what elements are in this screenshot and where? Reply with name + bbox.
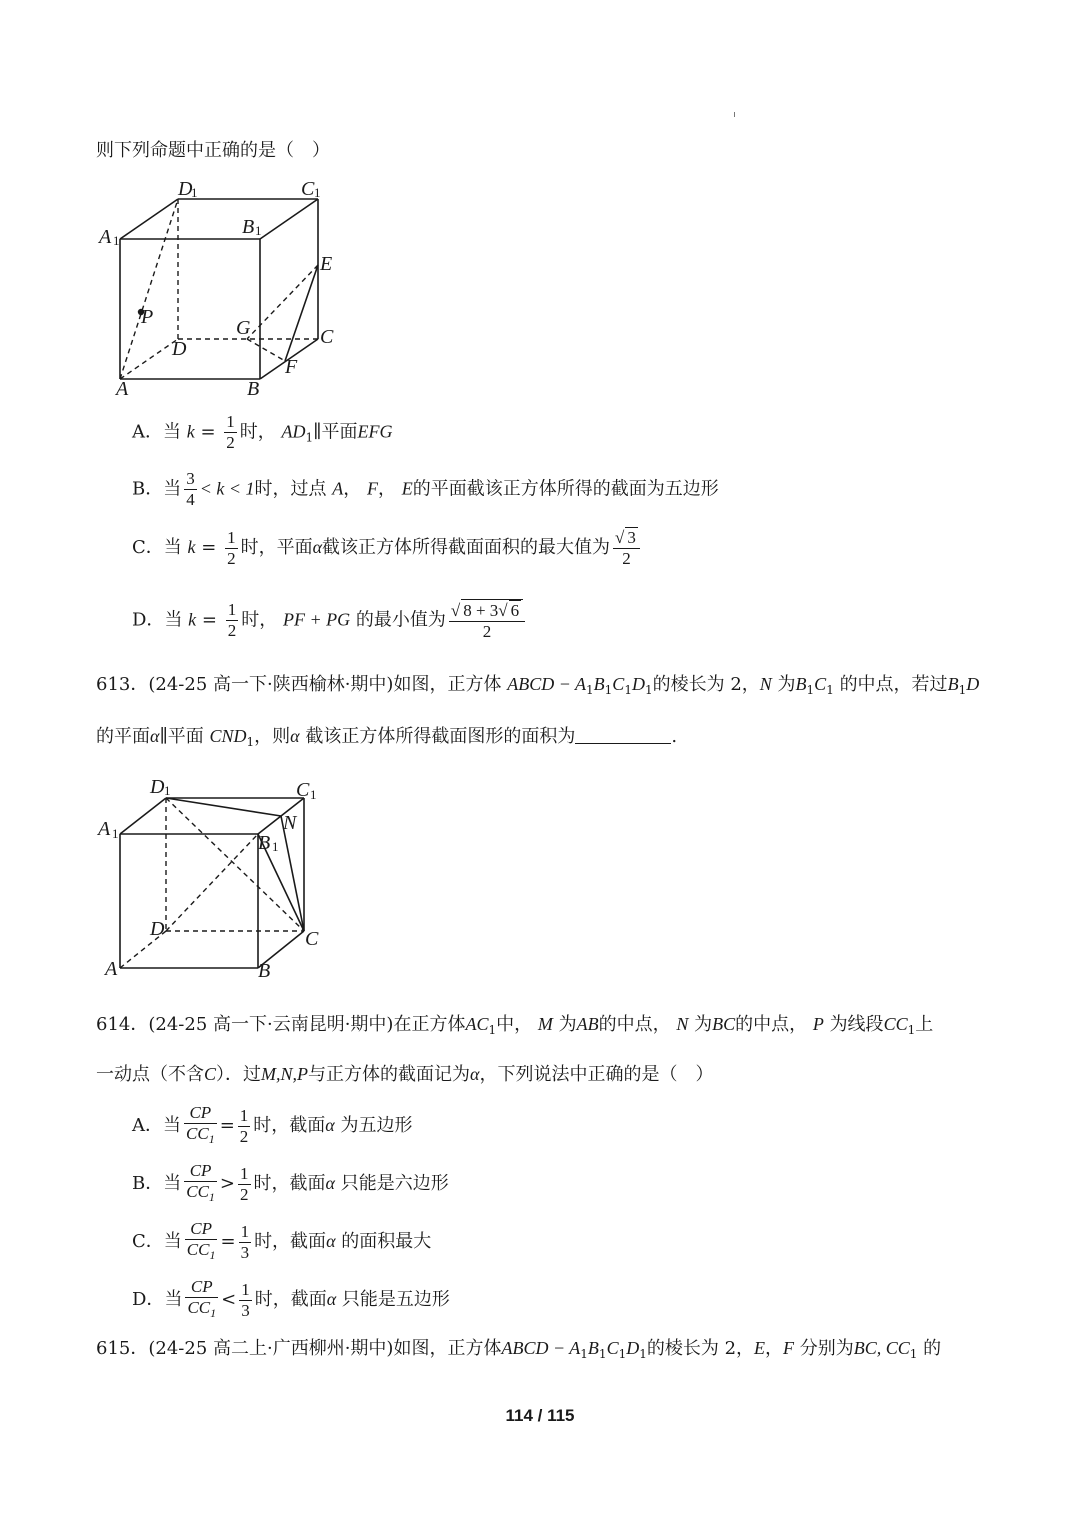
margin-mark — [734, 112, 735, 117]
q613-cube-figure — [95, 773, 335, 985]
fraction: $\frac{1}{3}$ — [241, 1279, 250, 1320]
sqrt-fraction: $\frac{√ 8 + 3√ 6}{2}$ — [449, 599, 525, 642]
label-a1-sub: 1 — [112, 826, 119, 841]
fraction: $\frac{3}{4}$ — [186, 469, 195, 509]
q612-cube-figure — [92, 175, 352, 403]
fraction: $\frac{1}{2}$ — [240, 1163, 249, 1204]
label-b1-sub: 1 — [255, 223, 262, 238]
sqrt-fraction: $\frac{√ 3}{2}$ — [613, 527, 640, 569]
q612-option-b: B．当 $\frac{3}{4}$ < k < 1时，过点 A， F， E的平面截该正方体所得的截面为五边形 — [132, 469, 719, 509]
label-b: B — [247, 378, 260, 400]
label-a: A — [116, 378, 129, 400]
fraction: $\frac{1}{2}$ — [239, 1105, 249, 1146]
label-d1-sub: 1 — [191, 185, 198, 200]
label-b: B — [258, 960, 271, 982]
label-c1-sub: 1 — [310, 787, 317, 802]
q614-option-d: D．当 $\frac{CP}{CC_1}$ < $\frac{1}{3}$ 时，截面α 只能是五边形 — [132, 1277, 450, 1323]
q613-line-2: 的平面α∥平面 $CND_1$，则α 截该正方体所得截面图形的面积为 . — [96, 726, 678, 749]
label-p: P — [141, 306, 154, 328]
label-f: F — [285, 356, 298, 378]
q612-option-d: D．当 k = $\frac{1}{2}$ 时， PF + PG 的最小值为 $\frac{√ 8 + 3√ 6}{2}$ — [132, 599, 528, 642]
ratio-fraction: $\frac{CP}{CC_1}$ — [187, 1277, 217, 1320]
q614-option-c: C．当 $\frac{CP}{CC_1}$ = $\frac{1}{3}$ 时，截面α 的面积最大 — [132, 1219, 431, 1265]
label-d: D — [150, 918, 165, 940]
fraction: $\frac{1}{2}$ — [226, 412, 235, 452]
label-a1: A — [98, 818, 111, 840]
label-b1-sub: 1 — [272, 839, 279, 854]
label-c: C — [320, 326, 334, 348]
label-c1-sub: 1 — [314, 185, 321, 200]
label-b1: B — [242, 216, 255, 238]
label-n: N — [283, 812, 297, 834]
q614-option-b: B．当 $\frac{CP}{CC_1}$ > $\frac{1}{2}$ 时，截面α 只能是六边形 — [132, 1161, 449, 1207]
q614-option-a: A．当 $\frac{CP}{CC_1}$ = $\frac{1}{2}$ 时，截面α 为五边形 — [132, 1103, 412, 1149]
label-d1: D — [178, 178, 193, 200]
fraction: $\frac{1}{2}$ — [227, 527, 236, 568]
answer-blank[interactable] — [575, 725, 671, 744]
q612-option-a: A．当 k = $\frac{1}{2}$ 时， $AD_1\parallel$平面EFG — [132, 412, 393, 452]
ratio-fraction: $\frac{CP}{CC_1}$ — [186, 1103, 215, 1146]
q612-intro: 则下列命题中正确的是（ ） — [96, 140, 330, 161]
label-b1: B — [258, 832, 271, 854]
ratio-fraction: $\frac{CP}{CC_1}$ — [186, 1219, 216, 1262]
q614-line-2: 一动点（不含C）．过M,N,P与正方体的截面记为α，下列说法中正确的是（ ） — [96, 1064, 714, 1085]
label-g: G — [236, 317, 251, 339]
label-d1-sub: 1 — [164, 783, 171, 798]
label-a1: A — [99, 226, 112, 248]
q614-line-1: 614．(24-25 高一下·云南昆明·期中)在正方体$AC_1$中， M 为AB的中点， N 为BC的中点， P 为线段$CC_1$上 — [96, 1014, 934, 1037]
label-d: D — [172, 338, 187, 360]
label-c: C — [305, 928, 319, 950]
label-c1: C — [301, 178, 315, 200]
page-number: 114 / 115 — [505, 1406, 575, 1425]
q613-line-1: 613．(24-25 高一下·陕西榆林·期中)如图，正方体 ABCD − $A_1B_1C_1D_1$的棱长为 2，N 为$B_1C_1$ 的中点，若过$B_1D$ — [96, 674, 980, 697]
label-e: E — [320, 253, 333, 275]
fraction: $\frac{1}{2}$ — [227, 600, 237, 640]
q612-option-c: C．当 k = $\frac{1}{2}$ 时，平面α截该正方体所得截面面积的最大值为 $\frac{√ 3}{2}$ — [132, 527, 643, 569]
fraction: $\frac{1}{3}$ — [240, 1221, 250, 1262]
label-a: A — [105, 958, 118, 980]
ratio-fraction: $\frac{CP}{CC_1}$ — [186, 1161, 215, 1204]
label-c1: C — [296, 779, 310, 801]
label-d1: D — [150, 776, 165, 798]
label-a1-sub: 1 — [113, 233, 120, 248]
q615-line-1: 615．(24-25 高二上·广西柳州·期中)如图，正方体ABCD − $A_1B_1C_1D_1$的棱长为 2，E，F 分别为BC, $CC_1$ 的 — [96, 1338, 942, 1361]
